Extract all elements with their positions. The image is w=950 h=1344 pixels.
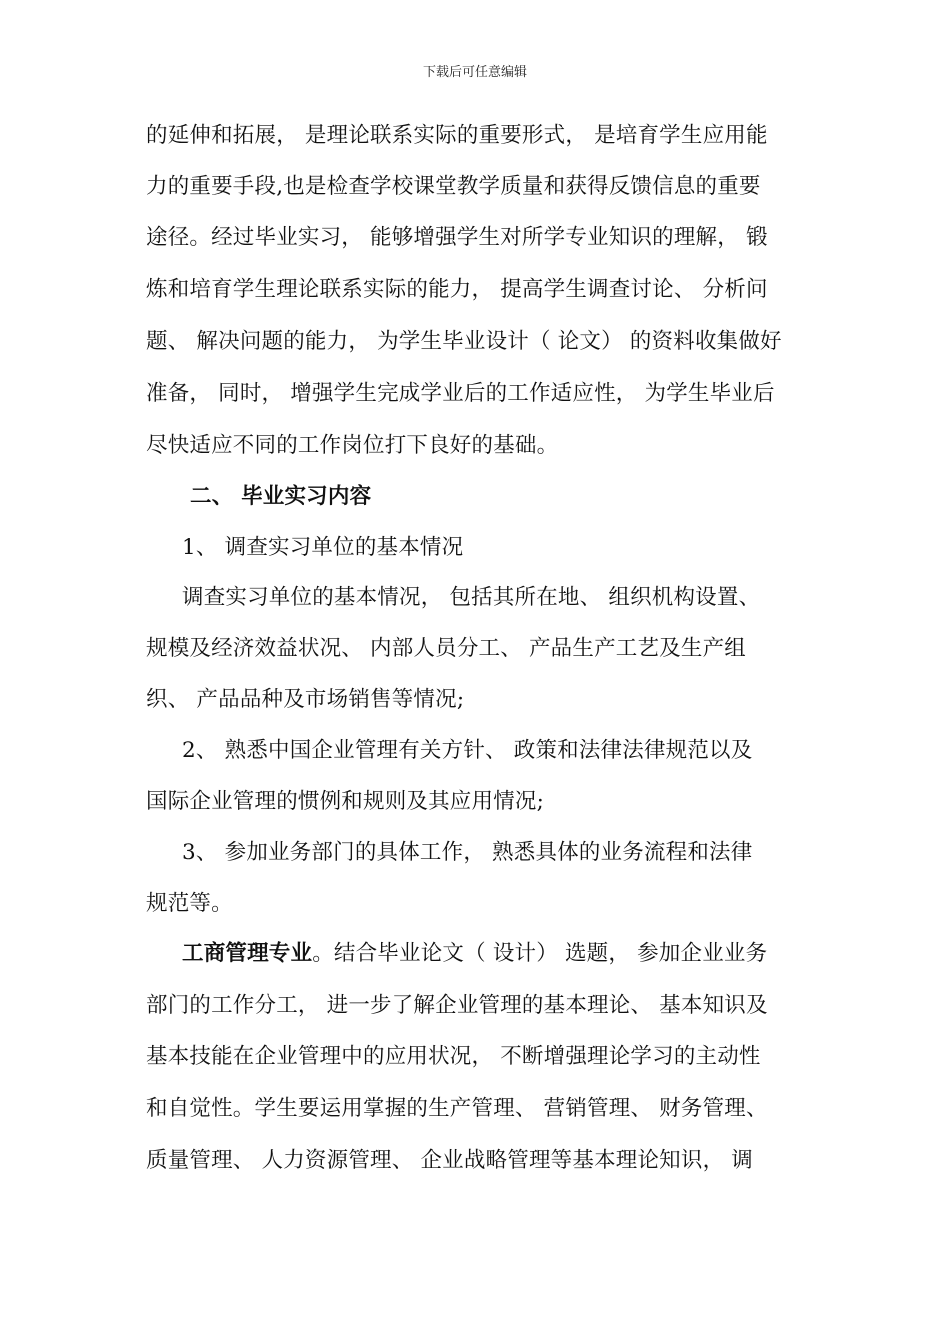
body-line: 基本技能在企业管理中的应用状况， 不断增强理论学习的主动性 — [146, 1044, 761, 1069]
body-line: 准备， 同时， 增强学生完成学业后的工作适应性， 为学生毕业后 — [146, 381, 775, 406]
list-item: 3、 参加业务部门的具体工作， 熟悉具体的业务流程和法律 — [182, 840, 753, 865]
body-line: 规模及经济效益状况、 内部人员分工、 产品生产工艺及生产组 — [146, 636, 746, 661]
body-line: 尽快适应不同的工作岗位打下良好的基础。 — [146, 433, 559, 458]
body-text: 。结合毕业论文（ 设计） 选题， 参加企业业务 — [312, 941, 768, 966]
body-line: 规范等。 — [146, 891, 233, 916]
body-line — [182, 934, 767, 974]
list-item-title: 1、 调查实习单位的基本情况 — [182, 535, 464, 560]
body-line: 的延伸和拓展， 是理论联系实际的重要形式， 是培育学生应用能 — [146, 123, 768, 148]
body-line: 途径。经过毕业实习， 能够增强学生对所学专业知识的理解， 锻 — [146, 225, 768, 250]
body-line: 质量管理、 人力资源管理、 企业战略管理等基本理论知识， 调 — [146, 1148, 754, 1173]
body-line: 国际企业管理的惯例和规则及其应用情况; — [146, 789, 545, 814]
body-line: 织、 产品品种及市场销售等情况; — [146, 687, 465, 712]
body-line: 炼和培育学生理论联系实际的能力， 提高学生调查讨论、 分析问 — [146, 277, 768, 302]
body-line: 力的重要手段,也是检查学校课堂教学质量和获得反馈信息的重要 — [146, 174, 761, 199]
major-name: 工商管理专业 — [182, 941, 313, 966]
body-line: 题、 解决问题的能力， 为学生毕业设计（ 论文） 的资料收集做好 — [146, 329, 782, 354]
list-item: 2、 熟悉中国企业管理有关方针、 政策和法律法律规范以及 — [182, 738, 753, 763]
page-header: 下载后可任意编辑 — [422, 65, 527, 80]
section-heading: 二、 毕业实习内容 — [190, 484, 372, 509]
body-line: 调查实习单位的基本情况， 包括其所在地、 组织机构设置、 — [182, 585, 761, 610]
body-line: 部门的工作分工， 进一步了解企业管理的基本理论、 基本知识及 — [146, 993, 768, 1018]
body-line: 和自觉性。学生要运用掌握的生产管理、 营销管理、 财务管理、 — [146, 1096, 768, 1121]
